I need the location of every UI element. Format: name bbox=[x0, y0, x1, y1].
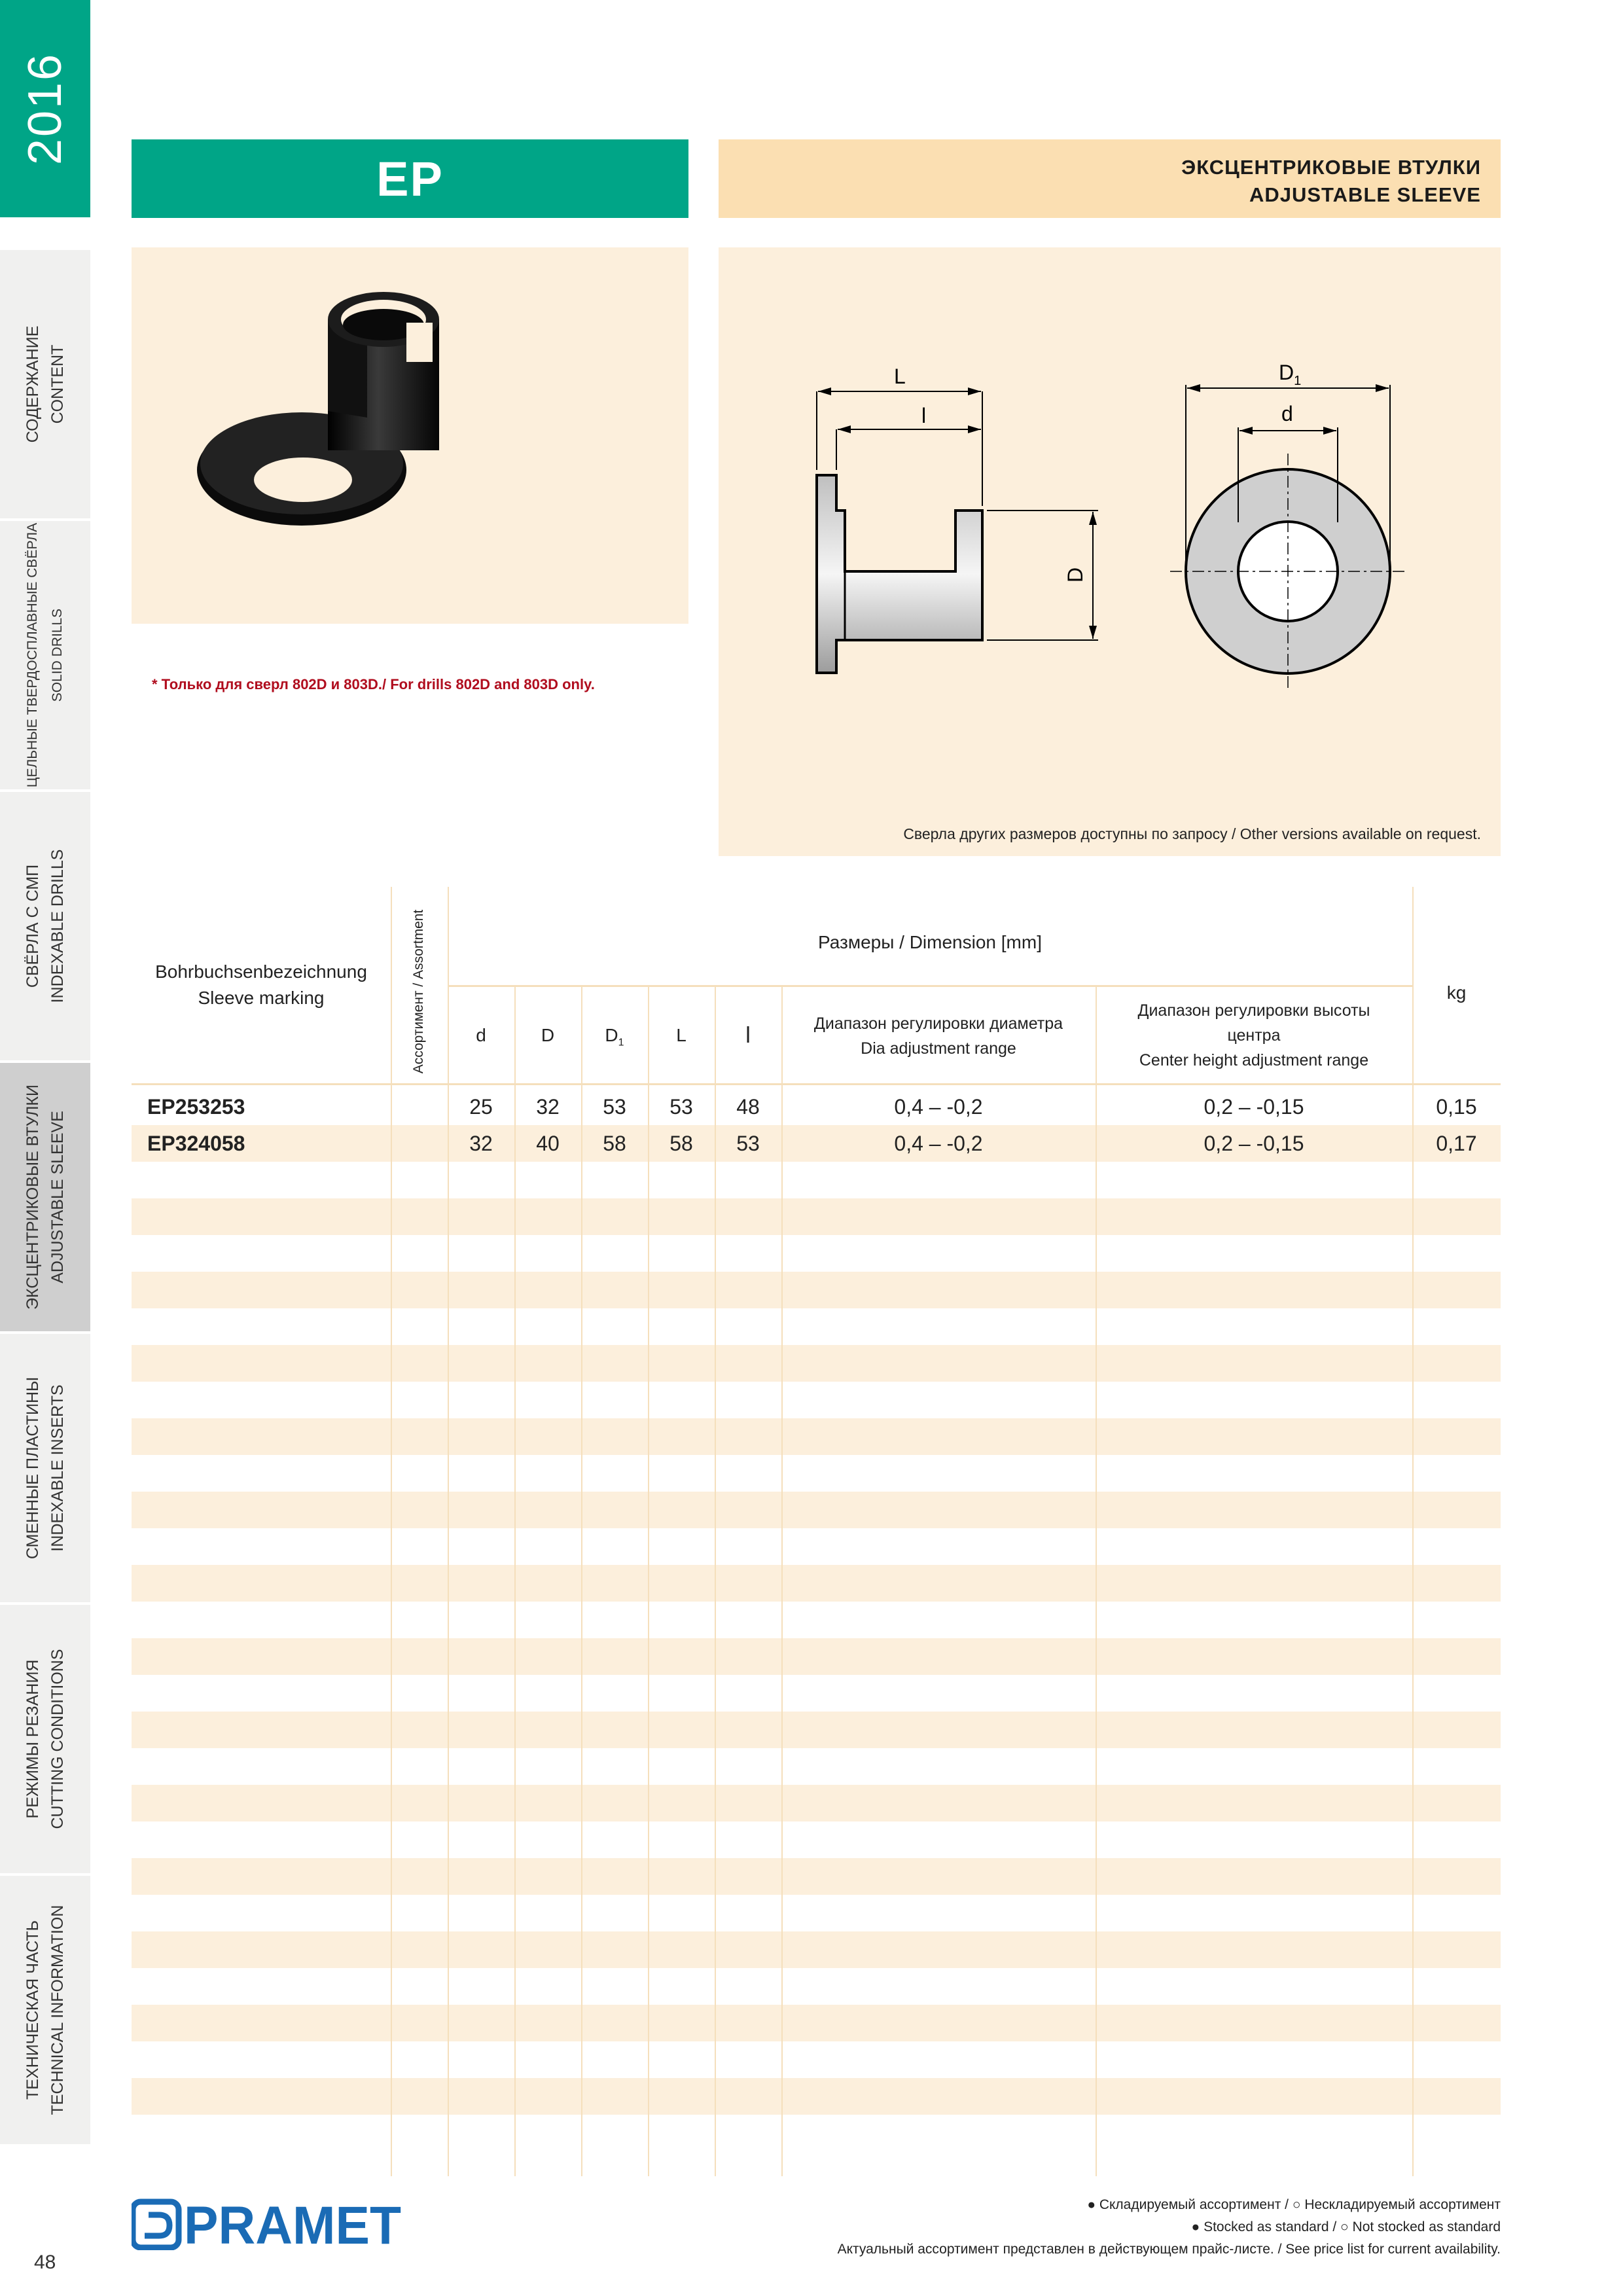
grid-line bbox=[1096, 985, 1097, 2176]
year-label: 2016 bbox=[19, 52, 71, 166]
dim-label-D: D bbox=[1063, 567, 1087, 583]
col-header-dia-en: Dia adjustment range bbox=[861, 1039, 1016, 1058]
pramet-logo bbox=[132, 2198, 406, 2250]
sidebar-item-label: TECHNICAL INFORMATION bbox=[48, 1905, 67, 2115]
row-2-D: 40 bbox=[536, 1131, 560, 1155]
table-row bbox=[132, 1712, 1501, 1748]
dim-label-l: l bbox=[921, 404, 927, 427]
product-code-banner bbox=[132, 139, 688, 218]
sidebar-item-label: CONTENT bbox=[48, 344, 67, 424]
grid-line bbox=[448, 887, 449, 2176]
product-photo bbox=[132, 247, 688, 624]
table-row bbox=[132, 1162, 1501, 1198]
table-row bbox=[132, 1382, 1501, 1418]
grid-line bbox=[781, 985, 783, 2176]
grid-line bbox=[391, 887, 392, 2176]
col-header-assortment-label: Ассортимент / Assortment bbox=[411, 909, 426, 1074]
sidebar-item-label: SOLID DRILLS bbox=[50, 608, 65, 702]
assortment-legend bbox=[838, 2194, 1501, 2261]
year-tab bbox=[0, 0, 90, 217]
legend-note: Актуальный ассортимент представлен в действующем прайс-листе. / See price list for current availability. bbox=[837, 2242, 1501, 2257]
dimension-drawing bbox=[719, 247, 1501, 817]
col-header-dia-ru: Диапазон регулировки диаметра bbox=[813, 1014, 1063, 1033]
sidebar-item-content[interactable] bbox=[0, 250, 90, 518]
col-header-dia-range bbox=[781, 1011, 1096, 1061]
table-row bbox=[132, 1492, 1501, 1528]
table-row bbox=[132, 2041, 1501, 2078]
row-1-D1: 53 bbox=[603, 1094, 626, 1119]
col-header-D: D bbox=[541, 1025, 555, 1045]
dim-label-D1: $D_1$ bbox=[1279, 361, 1302, 388]
table-row bbox=[132, 1345, 1501, 1382]
row-1-code: EP253253 bbox=[147, 1094, 245, 1119]
sidebar-item-label: ЭКСЦЕНТРИКОВЫЕ ВТУЛКИ bbox=[24, 1085, 42, 1310]
dim-label-L: L bbox=[894, 365, 906, 388]
col-header-kg: kg bbox=[1446, 982, 1467, 1003]
table-row bbox=[132, 2005, 1501, 2041]
sidebar-item-cutting-conditions[interactable] bbox=[0, 1605, 90, 1873]
col-header-dimension: Размеры / Dimension [mm] bbox=[818, 932, 1042, 952]
table-row bbox=[132, 1235, 1501, 1272]
row-2-L: 58 bbox=[669, 1131, 693, 1155]
grid-line bbox=[514, 985, 516, 2176]
row-1-L: 53 bbox=[669, 1094, 693, 1119]
sidebar-item-label: INDEXABLE DRILLS bbox=[48, 849, 67, 1003]
grid-line bbox=[648, 985, 649, 2176]
table-row bbox=[132, 1565, 1501, 1602]
row-1-l: 48 bbox=[736, 1094, 760, 1119]
grid-line bbox=[581, 985, 582, 2176]
table-row bbox=[132, 1858, 1501, 1895]
row-2-kg: 0,17 bbox=[1436, 1131, 1477, 1155]
table-row bbox=[132, 1895, 1501, 1931]
col-header-height-ru: Диапазон регулировки высоты bbox=[1137, 1001, 1370, 1020]
title-en: ADJUSTABLE SLEEVE bbox=[1249, 183, 1481, 206]
header-bottom-rule bbox=[132, 1083, 1501, 1085]
header-divider bbox=[448, 985, 1412, 987]
sidebar-item-label: INDEXABLE INSERTS bbox=[48, 1384, 67, 1552]
col-header-marking-de: Bohrbuchsenbezeichnung bbox=[155, 961, 367, 982]
col-header-height-range bbox=[1096, 998, 1412, 1073]
col-header-D1: $D_1$ bbox=[605, 1025, 624, 1049]
product-code: EP bbox=[376, 151, 444, 206]
col-header-d: d bbox=[476, 1025, 486, 1045]
row-2-height-range: 0,2 – -0,15 bbox=[1204, 1131, 1304, 1155]
grid-line bbox=[715, 985, 716, 2176]
table-row bbox=[132, 1785, 1501, 1821]
table-row bbox=[132, 1748, 1501, 1785]
availability-note: Сверла других размеров доступны по запросу / Other versions available on request. bbox=[903, 825, 1481, 842]
col-header-marking-en: Sleeve marking bbox=[198, 988, 325, 1008]
table-row bbox=[132, 1602, 1501, 1638]
row-1-d: 25 bbox=[469, 1094, 493, 1119]
row-2-l: 53 bbox=[736, 1131, 760, 1155]
row-1-kg: 0,15 bbox=[1436, 1094, 1477, 1119]
usage-note: * Только для сверл 802D и 803D./ For drills 802D and 803D only. bbox=[152, 676, 595, 692]
sidebar-item-label: CUTTING CONDITIONS bbox=[48, 1649, 67, 1829]
col-header-height-en: Center height adjustment range bbox=[1139, 1051, 1369, 1069]
sidebar-item-label: РЕЖИМЫ РЕЗАНИЯ bbox=[24, 1659, 42, 1819]
grid-line bbox=[1412, 887, 1414, 2176]
sidebar-item-solid-drills[interactable] bbox=[0, 521, 90, 789]
table-row bbox=[132, 1418, 1501, 1455]
table-row bbox=[132, 1931, 1501, 1968]
row-1-D: 32 bbox=[536, 1094, 560, 1119]
svg-text:PRAMET: PRAMET bbox=[184, 2198, 401, 2250]
row-2-d: 32 bbox=[469, 1131, 493, 1155]
table-row bbox=[132, 1968, 1501, 2005]
col-header-marking bbox=[132, 959, 391, 1011]
sidebar-item-label: ADJUSTABLE SLEEVE bbox=[48, 1111, 67, 1283]
title-ru: ЭКСЦЕНТРИКОВЫЕ ВТУЛКИ bbox=[1181, 156, 1481, 179]
table-row bbox=[132, 1528, 1501, 1565]
row-2-dia-range: 0,4 – -0,2 bbox=[894, 1131, 983, 1155]
row-1-height-range: 0,2 – -0,15 bbox=[1204, 1094, 1304, 1119]
sidebar-item-adjustable-sleeve[interactable] bbox=[0, 1063, 90, 1331]
row-2-code: EP324058 bbox=[147, 1131, 245, 1155]
sidebar-item-label: ТЕХНИЧЕСКАЯ ЧАСТЬ bbox=[24, 1920, 42, 2100]
table-row bbox=[132, 1198, 1501, 1235]
table-row bbox=[132, 1638, 1501, 1675]
sidebar-item-indexable-inserts[interactable] bbox=[0, 1334, 90, 1602]
sidebar-item-label: ЦЕЛЬНЫЕ ТВЕРДОСПЛАВНЫЕ СВЁРЛА bbox=[25, 522, 40, 788]
table-row bbox=[132, 2078, 1501, 2115]
table-row bbox=[132, 2115, 1501, 2151]
table-row bbox=[132, 1272, 1501, 1308]
col-header-l: l bbox=[745, 1023, 751, 1048]
product-photo-panel bbox=[132, 247, 688, 624]
table-row bbox=[132, 1308, 1501, 1345]
sidebar-item-label: СОДЕРЖАНИЕ bbox=[24, 325, 42, 443]
technical-drawing-panel bbox=[719, 247, 1501, 856]
row-1-dia-range: 0,4 – -0,2 bbox=[894, 1094, 983, 1119]
page-number: 48 bbox=[34, 2251, 56, 2273]
row-2-D1: 58 bbox=[603, 1131, 626, 1155]
legend-en: ● Stocked as standard / ○ Not stocked as standard bbox=[1191, 2219, 1501, 2234]
table-row bbox=[132, 1675, 1501, 1712]
sidebar-item-label: СВЁРЛА С СМП bbox=[24, 864, 42, 988]
dim-label-d: d bbox=[1281, 402, 1293, 425]
sidebar-item-label: СМЕННЫЕ ПЛАСТИНЫ bbox=[24, 1376, 42, 1560]
sidebar-item-indexable-drills[interactable] bbox=[0, 792, 90, 1060]
table-row bbox=[132, 1455, 1501, 1492]
col-header-height-ru2: центра bbox=[1227, 1026, 1281, 1045]
sidebar-item-technical-information[interactable] bbox=[0, 1876, 90, 2144]
product-title-banner bbox=[719, 139, 1501, 218]
col-header-L: L bbox=[676, 1025, 687, 1045]
legend-ru: ● Складируемый ассортимент / ○ Нескладируемый ассортимент bbox=[1087, 2197, 1501, 2212]
table-row bbox=[132, 1821, 1501, 1858]
sidebar-nav bbox=[0, 0, 90, 2296]
